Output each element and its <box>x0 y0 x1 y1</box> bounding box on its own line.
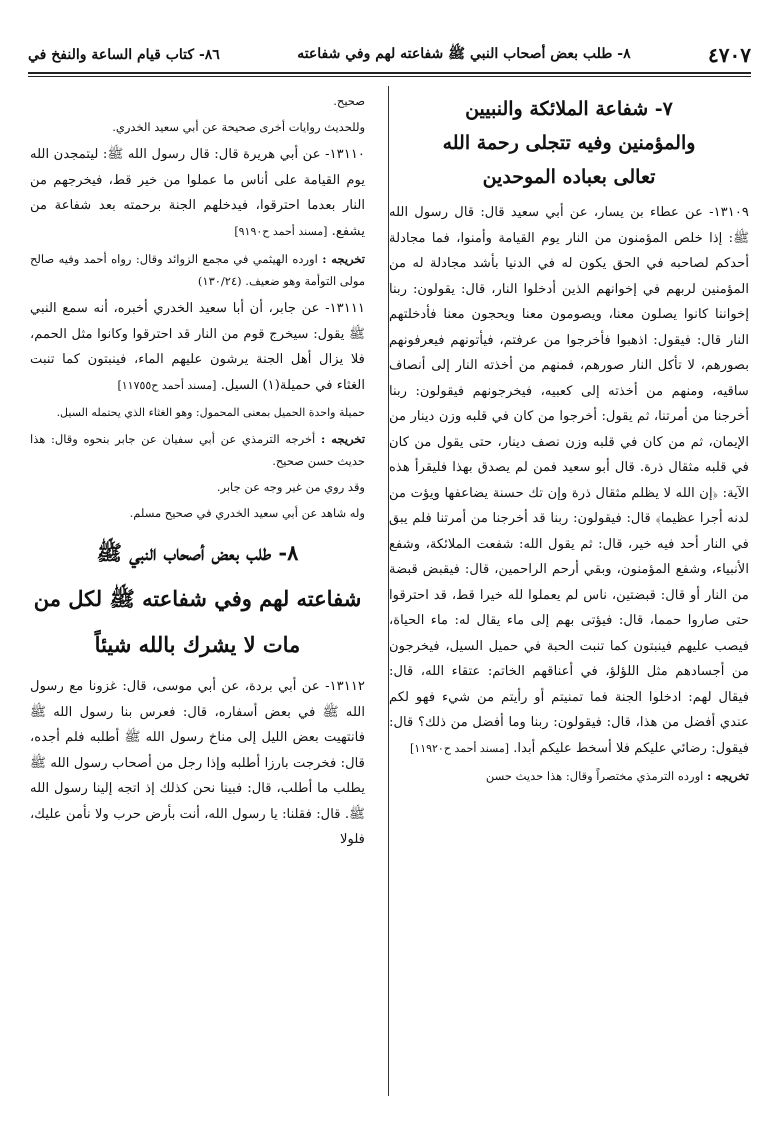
page-number: ٤٧٠٧ <box>708 43 751 67</box>
header-rule-thin <box>28 76 751 77</box>
section-heading-7 <box>389 92 749 194</box>
left-column <box>30 86 365 857</box>
grade-text: صحيح. <box>333 94 365 108</box>
footnote: حميلة واحدة الحميل بمعنى المحمول: وهو الغثاء الذي يحتمله السيل. <box>56 406 365 419</box>
heading-line: مات لا يشرك بالله شيئاً <box>94 632 301 657</box>
takhrij-witness: وله شاهد عن أبي سعيد الخدري في صحيح مسلم. <box>129 506 365 520</box>
hadith-text: ١٣١٠٩- عن عطاء بن يسار، عن أبي سعيد قال: قال رسول الله ﷺ: إذا خلص المؤمنون من النار يوم القيامة وأمنوا، فما مجادلة أحدكم لصاحبه في الحق يكون له في الدنيا بأشد مجادلة له من المؤمنين لربهم في إخوانهم الذين أدخلوا النار، قال: يقولون: ربنا إخواننا كانوا يصلون معنا، ويصومون معنا ويحجون معنا فأدخلتهم النار قال: فيقول: اذهبوا فأخرجوا من عرفتم، فيأتونهم فيعرفونهم بصورهم، لا تأكل النار صورهم، فمنهم من أخذته النار إلى أنصاف ساقيه، ومنهم من أخذته إلى كعبيه، فيخرجونهم فيقولون: ربنا أخرجنا من أمرتنا، ثم يقول: أخرجوا من كان في قلبه وزن دينار من الإيمان، ثم من كان في قلبه وزن نصف دينار، حتى يقول من كان في قلبه مثقال ذرة. قال أبو سعيد فمن لم يصدق بهذا فليقرأ هذه الآية: ﴿إن الله لا يظلم مثقال ذرة وإن تك حسنة يضاعفها ويؤت من لدنه أجرا عظيما﴾ قال: فيقولون: ربنا قد أخرجنا من أمرتنا فلم يبق في النار أحد فيه خير، قال: ثم يقول الله: شفعت الملائكة، وشفع الأنبياء، وشفع المؤمنون، وبقي أرحم الراحمين، قال: فيقبض قبضة من النار أو قال: قبضتين، ناس لم يعملوا لله خيرا قط، قد احترقوا حتى صاروا حمما، قال: فيؤتى بهم إلى ماء يقال له: ماء الحياة، فيصب عليهم فينبتون كما تنبت الحبة في حميل السيل، فيخرجون من أجسادهم مثل اللؤلؤ، في أعناقهم الخاتم: عتقاء الله، قال: فيقال لهم: ادخلوا الجنة فما تمنيتم أو رأيتم من شيء فهو لكم عندي أفضل من هذا، قال: فيقولون: ربنا وما أفضل من ذلك؟ قال: فيقول: رضائي عليكم فلا أسخط عليكم أبدا. <box>389 205 749 756</box>
narrations-note: وللحديث روايات أخرى صحيحة عن أبي سعيد الخدري. <box>112 120 365 134</box>
takhrij-label: تخريجه : <box>322 252 365 266</box>
header-book-title: ٨٦- كتاب قيام الساعة والنفخ في <box>28 47 220 63</box>
right-column <box>389 86 749 791</box>
hadith-source: [مسند أحمد ح١١٩٢٠] <box>410 741 510 755</box>
hadith-13110 <box>30 142 365 244</box>
heading-line: شفاعته لهم وفي شفاعته ﷺ لكل من <box>33 586 362 611</box>
hadith-text: ١٣١١٠- عن أبي هريرة قال: قال رسول الله ﷺ: ليتمجدن الله يوم القيامة على أناس ما عملوا من خير قط، فيخرجهم من النار بعدما احترقوا، فيدخلهم الجنة برحمته بعد شفاعة من يشفع. <box>30 147 365 239</box>
takhrij-note <box>389 765 749 787</box>
header-rule <box>28 72 751 74</box>
running-header <box>28 38 751 72</box>
hadith-source: [مسند أحمد ح٩١٩٠] <box>234 224 328 238</box>
hadith-13112: ١٣١١٢- عن أبي بردة، عن أبي موسى، قال: غزونا مع رسول الله ﷺ في بعض أسفاره، قال: فعرس بنا رسول الله ﷺ فانتهيت بعض الليل إلى مناخ رسول الله ﷺ أطلبه فلم أجده، قال: فخرجت بارزا أطلبه وإذا رجل من أصحاب رسول الله ﷺ يطلب ما أطلب، قال: فبينا نحن كذلك إذ اتجه إلينا رسول الله ﷺ. قال: فقلنا: يا رسول الله، أنت بأرض حرب ولا نأمن عليك، فلولا <box>30 679 365 847</box>
takhrij-text: اورده الترمذي مختصراً وقال: هذا حديث حسن <box>485 769 704 783</box>
takhrij-extra: وقد روي من غير وجه عن جابر. <box>216 480 365 494</box>
heading-line: والمؤمنين وفيه تتجلى رحمة الله <box>442 132 696 154</box>
takhrij-text: اورده الهيثمي في مجمع الزوائد وقال: رواه أحمد وفيه صالح مولى التوأمة وهو ضعيف. (١٣٠/٢٤) <box>30 252 365 288</box>
hadith-text: ١٣١١١- عن جابر، أن أبا سعيد الخدري أخبره، أنه سمع النبي ﷺ يقول: سيخرج قوم من النار قد احترقوا وكانوا مثل الحمم، فلا يزال أهل الجنة يرشون عليهم الماء، فينبتون كما تنبت الغثاء في حميلة(١) السيل. <box>30 301 365 393</box>
section-heading-8 <box>30 530 365 668</box>
takhrij-label: تخريجه : <box>706 769 749 783</box>
takhrij-text: أخرجه الترمذي عن أبي سفيان عن جابر بنحوه وقال: هذا حديث حسن صحيح. <box>30 432 365 468</box>
takhrij-label: تخريجه : <box>320 432 366 446</box>
heading-line: ٨- طلب بعض أصحاب النبي ﷺ <box>96 540 299 565</box>
hadith-13109 <box>389 200 749 761</box>
hadith-source: [مسند أحمد ح١١٧٥٥] <box>117 378 217 392</box>
heading-line: ٧- شفاعة الملائكة والنبيين <box>465 98 673 120</box>
hadith-13111 <box>30 296 365 398</box>
takhrij-note <box>30 428 365 472</box>
header-chapter-title: ٨- طلب بعض أصحاب النبي ﷺ شفاعته لهم وفي شفاعته <box>297 46 631 62</box>
heading-line: تعالى بعباده الموحدين <box>482 166 656 188</box>
takhrij-note <box>30 248 365 292</box>
